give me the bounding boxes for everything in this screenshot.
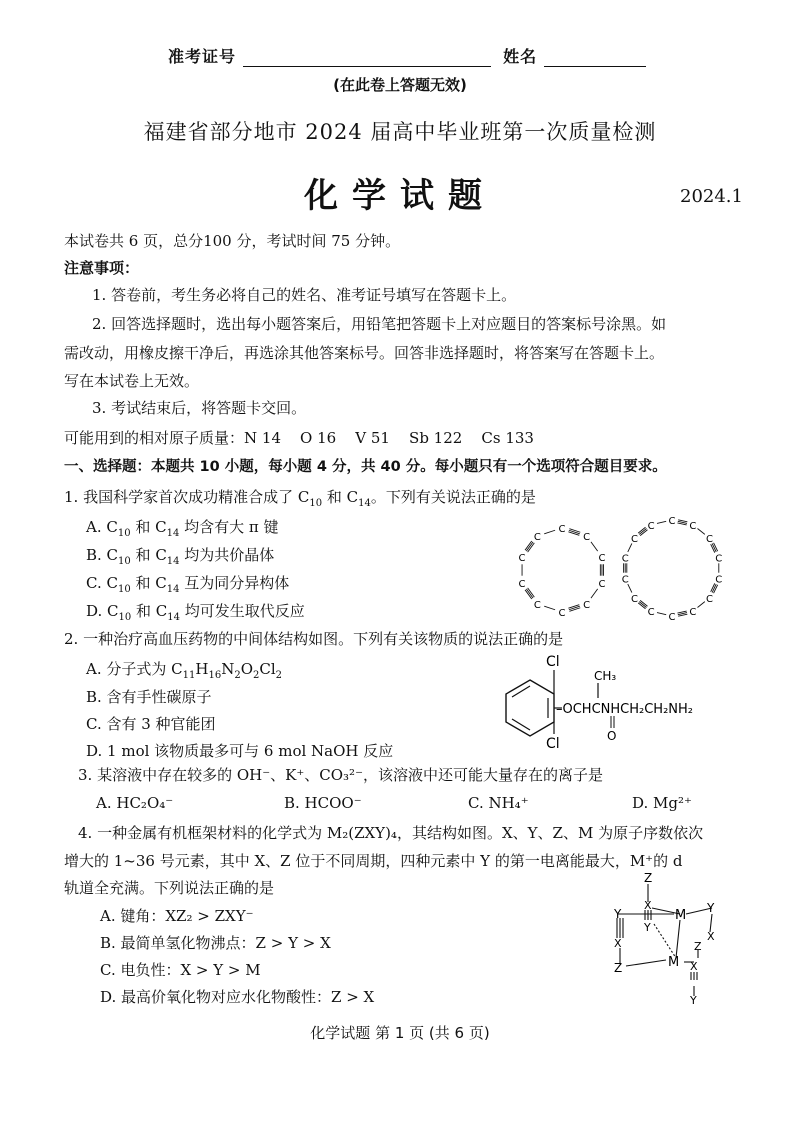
atom-x-bottom: X [690,960,698,973]
carbon-atom: C [630,593,638,605]
exam-id-field [243,52,491,67]
q4-stem-1: 4. 一种金属有机框架材料的化学式为 M₂(ZXY)₄，其结构如图。X、Y、Z、M 为原子序数依次 [78,824,704,842]
atom-z-right: Z [694,940,702,953]
atom-m-bottom: M [668,955,680,970]
carbon-atom: C [533,532,541,544]
name-field [544,52,646,67]
carbon-bond [657,613,666,615]
q2-option-c: C. 含有 3 种官能团 [86,715,216,733]
carbon-atom: C [689,520,697,532]
carbon-atom: C [583,599,591,611]
atom-y-right: Y [707,901,715,915]
carbon-atom: C [598,553,606,565]
exam-title: 福建省部分地市 2024 届高中毕业班第一次质量检测 [143,120,657,144]
atom-z-left: Z [614,961,623,975]
carbon-atom: C [689,607,697,619]
exam-date: 2024.1 [680,186,743,207]
q2-option-a: A. 分子式为 $C_{11}H_{16}N_2O_2Cl_2$ [86,660,283,681]
q4-stem-2: 增大的 1~36 号元素，其中 X、Z 位于不同周期，四种元素中 Y 的第一电离能最大，M⁺的 d [64,852,683,870]
atom-x-left: X [614,937,622,950]
carbon-atom: C [533,599,541,611]
benzene-ring [506,680,554,736]
atom-z-top: Z [644,871,653,885]
atom-y-left: Y [614,907,622,921]
carbon-atom: C [518,578,526,590]
q1-option-c: C. $C_{10}$ 和 $C_{14}$ 互为同分异构体 [86,574,290,595]
q2-structure-figure [490,650,740,750]
c14-ring [622,516,723,623]
q1-option-d: D. $C_{10}$ 和 $C_{14}$ 均可发生取代反应 [86,602,305,623]
notes-item-1: 1. 答卷前，考生务必将自己的姓名、准考证号填写在答题卡上。 [92,286,517,304]
carbon-atom: C [621,574,629,586]
carbon-atom: C [621,553,629,565]
atom-y-bottom: Y [690,994,697,1007]
carbon-atom: C [706,593,714,605]
exam-header [168,44,646,67]
q1-stem: 1. 我国科学家首次成功精准合成了 $C_{10}$ 和 $C_{14}$。下列有关说法正确的是 [64,488,536,509]
q2-stem: 2. 一种治疗高血压药物的中间体结构如图。下列有关该物质的说法正确的是 [64,630,564,648]
carbon-bond [657,521,666,523]
q3-option-c: C. NH₄⁺ [468,794,529,812]
carbon-bond [591,542,598,551]
q3-option-d: D. Mg²⁺ [632,794,692,812]
carbon-bond [698,528,705,534]
atom-m-top: M [675,908,687,923]
carbon-atom: C [518,553,526,565]
q1-option-b: B. $C_{10}$ 和 $C_{14}$ 均为共价晶体 [86,546,275,567]
ch3-label: CH₃ [594,669,617,683]
q2-option-b: B. 含有手性碳原子 [86,688,212,706]
atom-x-right: X [707,930,715,943]
carbon-atom: C [668,516,676,527]
notes-item-2b: 需改动，用橡皮擦干净后，再选涂其他答案标号。回答非选择题时，将答案写在答题卡上。 [64,344,665,362]
q3-stem: 3. 某溶液中存在较多的 OH⁻、K⁺、CO₃²⁻，该溶液中还可能大量存在的离子是 [78,766,603,784]
carbon-atom: C [715,553,723,565]
carbon-atom: C [706,534,714,546]
carbon-bond [544,606,555,610]
carbon-bond [698,602,705,608]
mof-structure-figure [600,868,740,1008]
q1-option-a: A. $C_{10}$ 和 $C_{14}$ 均含有大 π 键 [86,518,279,539]
page-footer: 化学试题 第 1 页 (共 6 页) [310,1024,490,1042]
exam-id-label: 准考证号 [168,47,237,66]
q3-option-b: B. HCOO⁻ [284,794,362,812]
q4-stem-3: 轨道全充满。下列说法正确的是 [64,879,275,897]
q4-option-a: A. 键角：XZ₂ > ZXY⁻ [100,907,254,925]
carbonyl-o: O [607,729,617,743]
atom-y-mid: Y [644,921,651,934]
notes-item-2a: 2. 回答选择题时，选出每小题答案后，用铅笔把答题卡上对应题目的答案标号涂黑。如 [92,315,667,333]
carbon-atom: C [715,574,723,586]
section-1-heading: 一、选择题：本题共 10 小题，每小题 4 分，共 40 分。每小题只有一个选项符合题目要求。 [64,459,667,475]
cl-top: Cl [546,654,560,670]
atomic-masses: 可能用到的相对原子质量：N 14 O 16 V 51 Sb 122 Cs 133 [64,429,534,447]
carbon-atom: C [558,608,566,619]
notice: (在此卷上答题无效) [333,76,467,94]
name-label: 姓名 [503,47,538,66]
c10-ring [519,524,606,619]
carbon-atom: C [647,520,655,532]
carbon-atom: C [583,532,591,544]
q4-option-c: C. 电负性：X > Y > M [100,961,261,979]
q2-option-d: D. 1 mol 该物质最多可与 6 mol NaOH 反应 [86,742,394,760]
carbon-rings-figure [500,514,740,624]
carbon-atom: C [558,524,566,535]
subject-title: 化学试题 [304,176,496,216]
side-chain: –OCHCNHCH₂CH₂NH₂ [556,702,694,717]
q4-option-d: D. 最高价氧化物对应水化物酸性：Z > X [100,988,375,1006]
carbon-bond [591,589,598,598]
notes-heading: 注意事项： [64,259,140,277]
cl-bottom: Cl [546,736,560,750]
atom-x-top: X [644,899,652,912]
q4-option-b: B. 最简单氢化物沸点：Z > Y > X [100,934,331,952]
carbon-atom: C [668,612,676,623]
carbon-bond [544,530,555,534]
q3-option-a: A. HC₂O₄⁻ [96,794,174,812]
intro: 本试卷共 6 页，总分100 分，考试时间 75 分钟。 [64,232,401,250]
carbon-atom: C [630,534,638,546]
notes-item-3: 3. 考试结束后，将答题卡交回。 [92,399,307,417]
notes-item-2c: 写在本试卷上无效。 [64,372,200,390]
carbon-atom: C [598,578,606,590]
carbon-atom: C [647,607,655,619]
